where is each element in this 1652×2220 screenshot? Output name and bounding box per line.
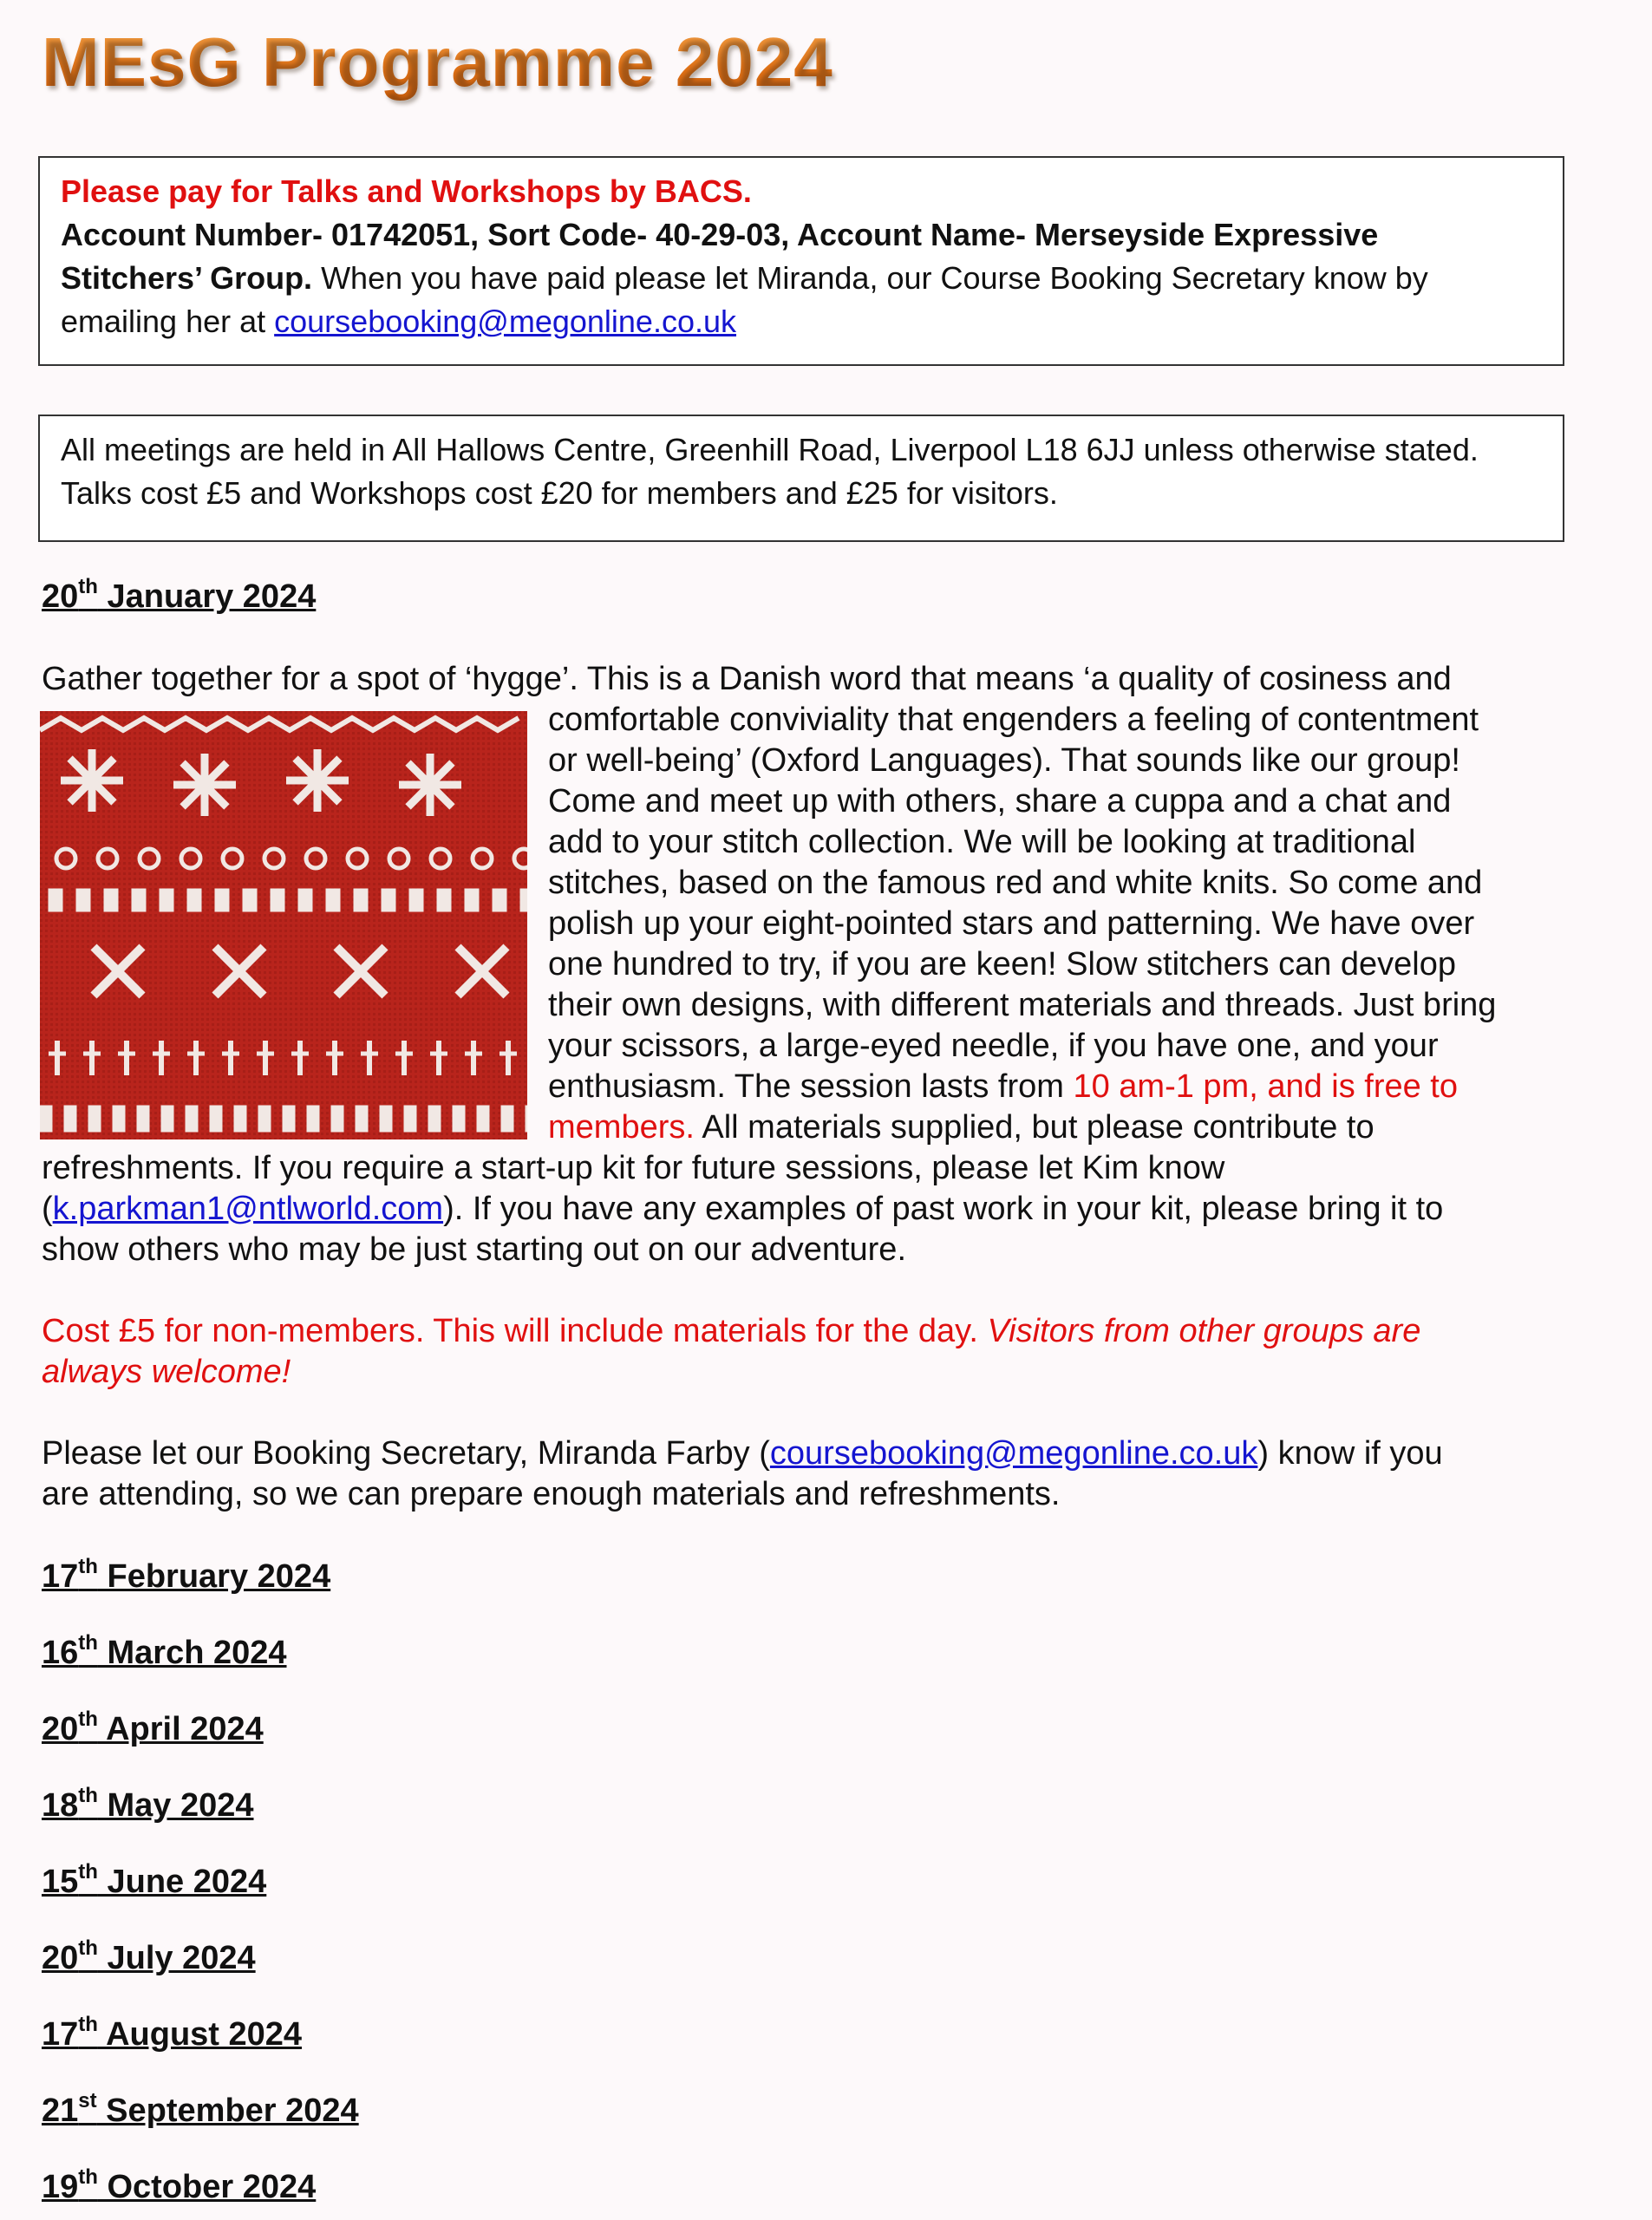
venue-info-box: [38, 415, 1564, 542]
date-heading: 21st September 2024: [42, 2089, 359, 2129]
paragraph-line: are attending, so we can prepare enough materials and refreshments.: [42, 1476, 1061, 1512]
account-details: Account Number- 01742051, Sort Code- 40-29-03, Account Name- Merseyside Expressive: [61, 217, 1379, 252]
paragraph-line: (k.parkman1@ntlworld.com). If you have any examples of past work in your kit, please bring it to: [42, 1191, 1444, 1227]
paragraph-line: members. All materials supplied, but please contribute to: [548, 1109, 1374, 1146]
page-title: MEsG Programme 2024: [42, 19, 833, 106]
visitors-welcome: Visitors from other groups are: [987, 1313, 1421, 1349]
course-booking-email-link[interactable]: coursebooking@megonline.co.uk: [274, 304, 737, 339]
account-details-continued: [61, 257, 1542, 300]
payment-notice: Please pay for Talks and Workshops by BACS.: [61, 173, 752, 209]
payment-info-box: [38, 156, 1564, 366]
payment-instruction: When you have paid please let Miranda, our Course Booking Secretary know by: [312, 260, 1428, 296]
paragraph-line: their own designs, with different materials and threads. Just bring: [548, 987, 1497, 1023]
paragraph-line: refreshments. If you require a start-up kit for future sessions, please let Kim know: [42, 1150, 1225, 1186]
date-heading: 19th October 2024: [42, 2165, 317, 2205]
paragraph-line: [42, 1352, 291, 1393]
paragraph-line: show others who may be just starting out on our adventure.: [42, 1231, 906, 1268]
email-line: [61, 300, 1542, 343]
knit-pattern-image: [40, 711, 527, 1139]
date-heading: 18th May 2024: [42, 1784, 254, 1824]
paragraph-line: Gather together for a spot of ‘hygge’. This is a Danish word that means ‘a quality of cosiness and: [42, 661, 1452, 697]
free-for-members: members.: [548, 1109, 695, 1146]
paragraph-line: stitches, based on the famous red and white knits. So come and: [548, 865, 1483, 901]
date-heading: 17th August 2024: [42, 2013, 303, 2053]
paragraph-line: one hundred to try, if you are keen! Slow stitchers can develop: [548, 946, 1457, 983]
group-name: Stitchers’ Group.: [61, 260, 313, 296]
kim-email-link[interactable]: k.parkman1@ntlworld.com: [52, 1191, 444, 1227]
paragraph-line: Come and meet up with others, share a cuppa and a chat and: [548, 783, 1452, 819]
paragraph-line: or well-being’ (Oxford Languages). That sounds like our group!: [548, 742, 1460, 779]
date-heading: 15th June 2024: [42, 1860, 267, 1900]
session-time: 10 am-1 pm, and is free to: [1073, 1068, 1459, 1105]
cost-note: Cost £5 for non-members. This will include materials for the day.: [42, 1313, 988, 1349]
paragraph-line: comfortable conviviality that engenders a feeling of contentment: [548, 702, 1479, 738]
email-prefix: emailing her at: [61, 304, 275, 339]
venue-line: All meetings are held in All Hallows Centre, Greenhill Road, Liverpool L18 6JJ unless otherwise stated.: [61, 432, 1479, 467]
booking-email-link[interactable]: coursebooking@megonline.co.uk: [769, 1435, 1258, 1472]
visitors-welcome: always welcome!: [42, 1354, 291, 1390]
paragraph-line: add to your stitch collection. We will be looking at traditional: [548, 824, 1416, 860]
paragraph-line: your scissors, a large-eyed needle, if you have one, and your: [548, 1028, 1439, 1064]
pricing-line: Talks cost £5 and Workshops cost £20 for members and £25 for visitors.: [61, 475, 1058, 511]
date-heading: 16th March 2024: [42, 1631, 287, 1671]
paragraph-line: enthusiasm. The session lasts from 10 am-1 pm, and is free to: [548, 1068, 1459, 1105]
paragraph-line: Please let our Booking Secretary, Miranda Farby (coursebooking@megonline.co.uk) know if you: [42, 1435, 1443, 1472]
date-heading: 20th April 2024: [42, 1707, 264, 1747]
date-heading-january: 20th January 2024: [42, 575, 317, 615]
date-heading: 17th February 2024: [42, 1555, 331, 1595]
date-heading: 20th July 2024: [42, 1936, 256, 1976]
paragraph-line: polish up your eight-pointed stars and patterning. We have over: [548, 905, 1475, 942]
paragraph-line: [42, 1311, 1420, 1352]
